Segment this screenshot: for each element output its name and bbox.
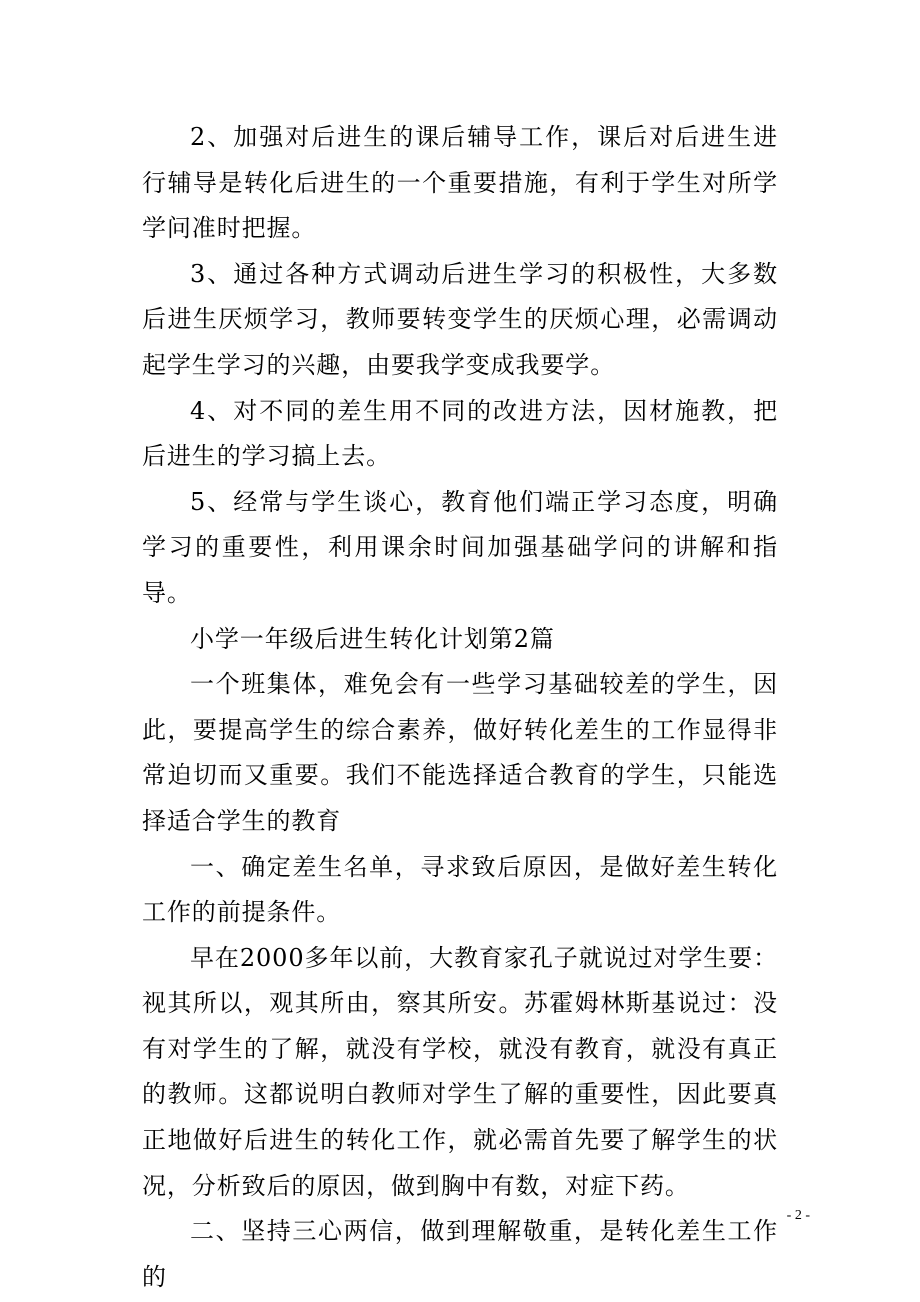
paragraph-2: 3、通过各种方式调动后进生学习的积极性，大多数后进生厌烦学习，教师要转变学生的厌烦心理，必需调动起学生学习的兴趣，由要我学变成我要学。 (142, 259, 778, 379)
paragraph-7: 一、确定差生名单，寻求致后原因，是做好差生转化工作的前提条件。 (142, 852, 778, 927)
paragraph-3: 4、对不同的差生用不同的改进方法，因材施教，把后进生的学习搞上去。 (142, 396, 778, 471)
paragraph-6: 一个班集体，难免会有一些学习基础较差的学生，因此，要提高学生的综合素养，做好转化差生的工作显得非常迫切而又重要。我们不能选择适合教育的学生，只能选择适合学生的教育 (142, 670, 778, 835)
document-body (142, 115, 778, 1300)
paragraph-8: 早在2000多年以前，大教育家孔子就说过对学生要：视其所以，观其所由，察其所安。苏霍姆林斯基说过：没有对学生的了解，就没有学校，就没有教育，就没有真正的教师。这都说明白教师对学生了解的重要性，因此要真正地做好后进生的转化工作，就必需首先要了解学生的状况，分析致后的原因，做到胸中有数，对症下药。 (142, 943, 778, 1200)
paragraph-1: 2、加强对后进生的课后辅导工作，课后对后进生进行辅导是转化后进生的一个重要措施，有利于学生对所学学问准时把握。 (142, 123, 778, 243)
page-number: - 2 - (786, 1208, 810, 1223)
section-heading: 小学一年级后进生转化计划第2篇 (190, 624, 555, 653)
paragraph-4: 5、经常与学生谈心，教育他们端正学习态度，明确学习的重要性，利用课余时间加强基础学问的讲解和指导。 (142, 487, 778, 607)
paragraph-9: 二、坚持三心两信，做到理解敬重，是转化差生工作的 (142, 1217, 778, 1291)
